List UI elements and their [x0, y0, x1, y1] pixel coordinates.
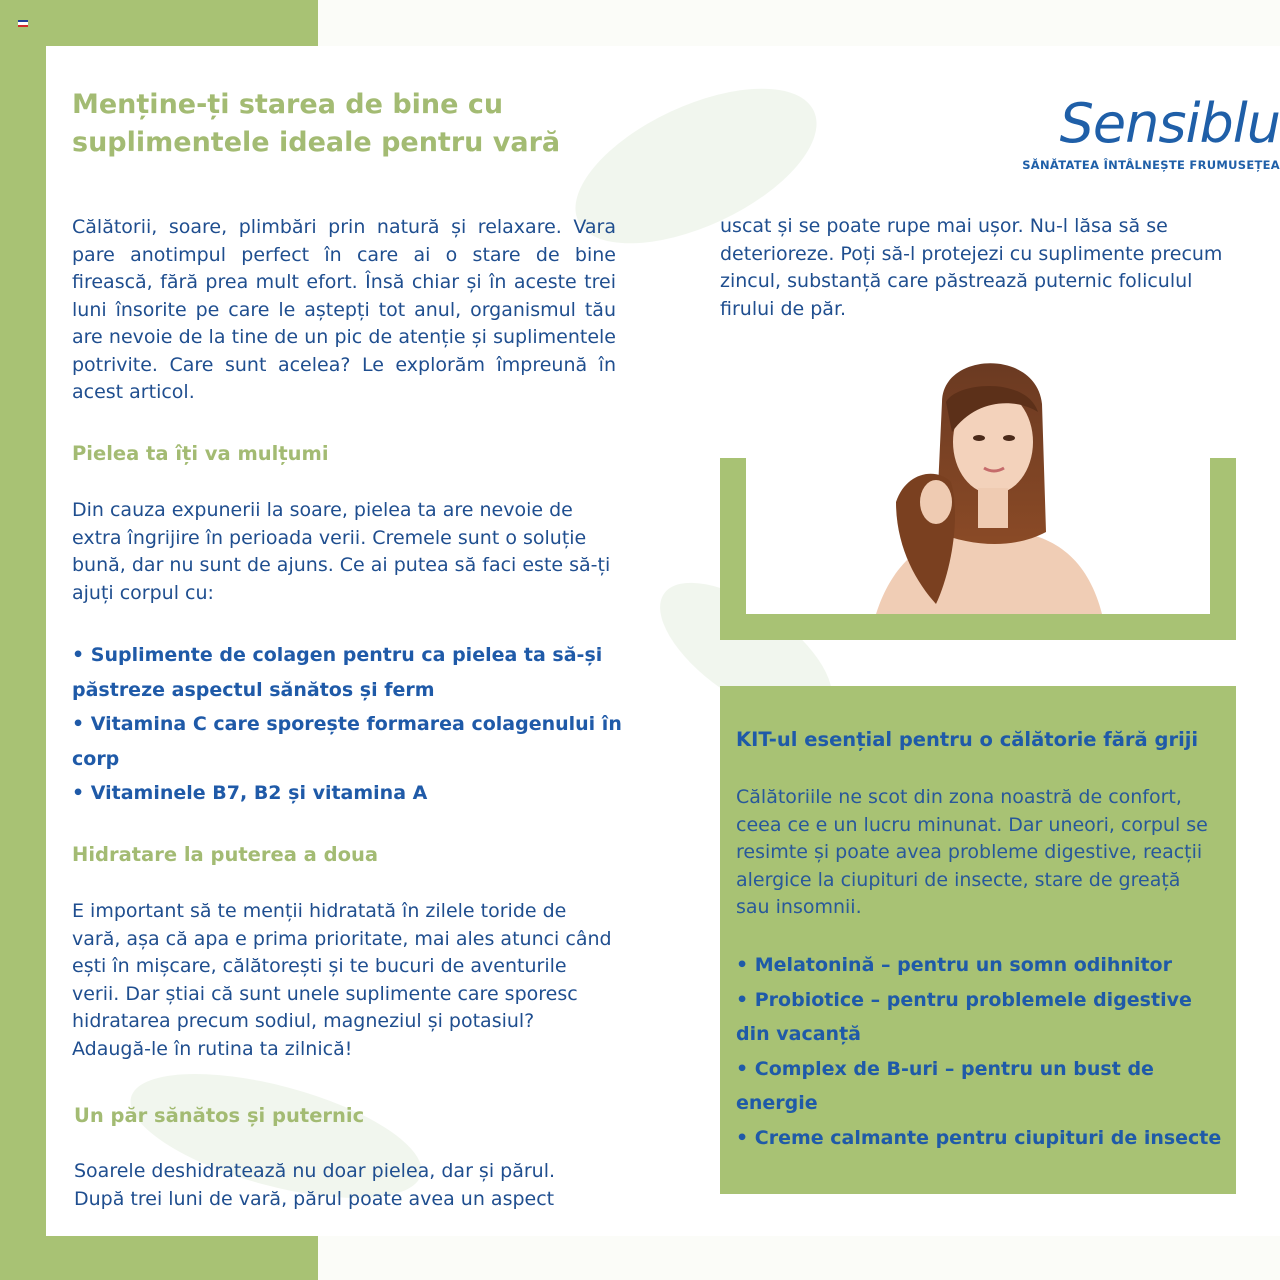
decorative-green-strip-left [0, 0, 46, 1280]
article-title: Menține-ți starea de bine cu suplimentele ideale pentru vară [72, 89, 561, 158]
skin-heading: Pielea ta îți va mulțumi [72, 442, 329, 465]
hair-heading: Un păr sănătos și puternic [74, 1104, 365, 1127]
flag-icon [18, 20, 28, 27]
list-item: • Probiotice – pentru problemele digestive din vacanță [736, 988, 1192, 1045]
skin-bullet-list [72, 638, 622, 811]
list-item: • Vitamina C care sporește formarea colagenului în corp [72, 713, 622, 770]
list-item: • Vitaminele B7, B2 și vitamina A [72, 782, 428, 804]
kit-bullet-list [736, 948, 1226, 1155]
brand-logo [980, 92, 1280, 172]
woman-hair-photo [746, 342, 1210, 614]
decorative-green-block-bottom [0, 1236, 318, 1280]
kit-heading: KIT-ul esențial pentru o călătorie fără griji [736, 728, 1199, 751]
skin-paragraph: Din cauza expunerii la soare, pielea ta are nevoie de extra îngrijire în perioada verii. Cremele sunt o soluție bună, dar nu sunt de ajuns. Ce ai putea să faci este să-ți ajuți corpul cu: [72, 499, 611, 604]
hydration-heading: Hidratare la puterea a doua [72, 843, 379, 866]
list-item: • Melatonină – pentru un somn odihnitor [736, 954, 1172, 976]
kit-paragraph: Călătoriile ne scot din zona noastră de confort, ceea ce e un lucru minunat. Dar uneori, corpul se resimte și poate avea probleme digestive, reacții alergice la ciupituri de insecte, stare de greață sau insomnii. [736, 786, 1208, 918]
woman-portrait-illustration [746, 342, 1210, 614]
article-page [46, 46, 1280, 1236]
list-item: • Complex de B-uri – pentru un bust de energie [736, 1057, 1154, 1114]
hair-paragraph-part1: Soarele deshidratează nu doar pielea, dar și părul. După trei luni de vară, părul poate avea un aspect [74, 1160, 556, 1210]
travel-kit-box [720, 686, 1236, 1194]
list-item: • Suplimente de colagen pentru ca pielea ta să-și păstreze aspectul sănătos și ferm [72, 644, 603, 701]
intro-paragraph: Călătorii, soare, plimbări prin natură și relaxare. Vara pare anotimpul perfect în care ai o stare de bine firească, fără prea mult efort. Însă chiar și în aceste trei luni însorite pe care le aștepți tot anul, organismul tău are nevoie de la tine de un pic de atenție și suplimentele potrivite. Care sunt acelea? Le explorăm împreună în acest articol. [72, 216, 616, 403]
hydration-paragraph: E important să te menții hidratată în zilele toride de vară, așa că apa e prima prioritate, mai ales atunci când ești în mișcare, călătorești și te bucuri de aventurile verii. Dar știai că sunt unele suplimente care sporesc hidratarea precum sodiul, magneziul și potasiul? Adaugă-le în rutina ta zilnică! [72, 900, 612, 1060]
brand-name: Sensiblu [1059, 92, 1280, 155]
hair-paragraph-part2: uscat și se poate rupe mai ușor. Nu-l lăsa să se deterioreze. Poți să-l protejezi cu suplimente precum zincul, substanță care păstrează puternic foliculul firului de păr. [720, 215, 1223, 320]
decorative-green-block-top [0, 0, 318, 48]
list-item: • Creme calmante pentru ciupituri de insecte [736, 1126, 1222, 1149]
brand-tagline: SĂNĂTATEA ÎNTÂLNEȘTE FRUMUSEȚEA [1022, 158, 1280, 172]
